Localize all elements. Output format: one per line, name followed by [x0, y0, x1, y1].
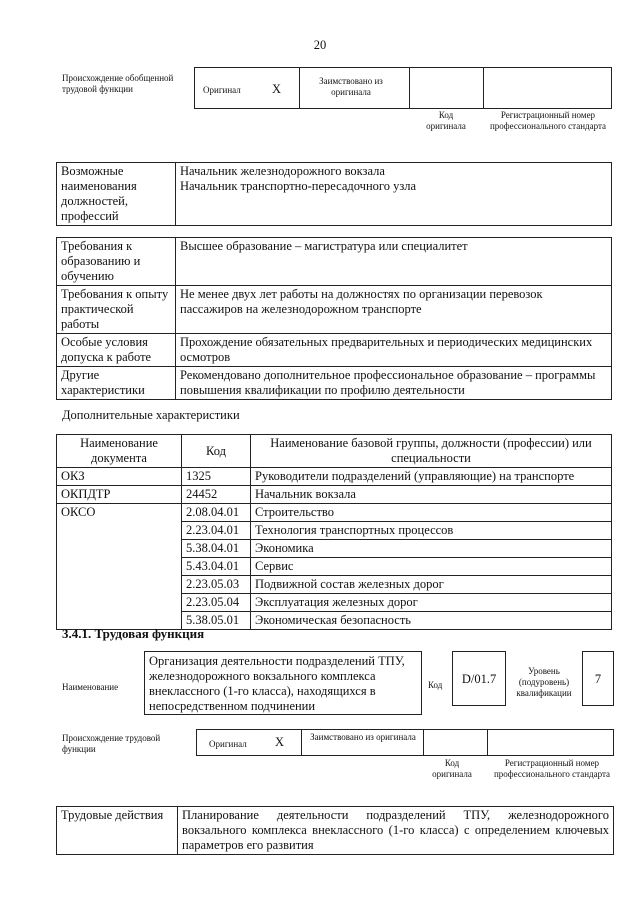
req-label: Требования к опыту практической работы: [57, 286, 176, 334]
origin-reg-caption: Регистрационный номер профессионального стандарта: [493, 758, 611, 779]
function-name-box: [144, 651, 422, 715]
function-level-label: Уровень (подуровень) квалификации: [516, 666, 572, 698]
divider: [299, 68, 300, 108]
original-mark: X: [272, 82, 282, 96]
function-name-label: Наименование: [62, 682, 119, 692]
original-label: Оригинал: [203, 85, 241, 95]
row-name: Технология транспортных процессов: [251, 522, 612, 540]
divider: [423, 730, 424, 755]
positions-values: [176, 163, 612, 226]
row-doc: ОКЗ: [57, 468, 182, 486]
origin-box: [196, 729, 614, 756]
req-label: Требования к образованию и обучению: [57, 238, 176, 286]
positions-table: [56, 162, 612, 226]
row-name: Экономическая безопасность: [251, 612, 612, 630]
row-name: Эксплуатация железных дорог: [251, 594, 612, 612]
borrowed-label: Заимствовано из оригинала: [319, 76, 383, 97]
row-doc: ОКПДТР: [57, 486, 182, 504]
row-name: Подвижной состав железных дорог: [251, 576, 612, 594]
page-number: 20: [313, 38, 327, 52]
row-code: 5.38.05.01: [182, 612, 251, 630]
borrowed-label: Заимствовано из оригинала: [310, 732, 416, 742]
requirements-table: [56, 237, 612, 400]
origin-label: Происхождение трудовой функции: [62, 733, 161, 754]
row-doc: ОКСО: [57, 504, 182, 630]
function-level-box: [582, 651, 614, 706]
function-code-value: D/01.7: [461, 672, 497, 686]
origin-box: [194, 67, 612, 109]
function-code-box: [452, 651, 506, 706]
row-code: 5.43.04.01: [182, 558, 251, 576]
req-label: Особые условия допуска к работе: [57, 334, 176, 367]
divider: [301, 730, 302, 755]
row-name: Начальник вокзала: [251, 486, 612, 504]
row-name: Руководители подразделений (управляющие) на транспорте: [251, 468, 612, 486]
header-name: Наименование базовой группы, должности (профессии) или специальности: [251, 435, 612, 468]
req-value: Высшее образование – магистратура или специалитет: [176, 238, 612, 286]
row-name: Экономика: [251, 540, 612, 558]
req-value: Прохождение обязательных предварительных и периодических медицинских осмотров: [176, 334, 612, 367]
original-mark: X: [275, 735, 285, 749]
row-code: 2.08.04.01: [182, 504, 251, 522]
function-level-value: 7: [594, 672, 602, 686]
section-heading: 3.4.1. Трудовая функция: [62, 626, 205, 641]
req-value: Не менее двух лет работы на должностях по организации перевозок пассажиров на железнодорожном транспорте: [176, 286, 612, 334]
actions-value: Планирование деятельности подразделений ТПУ, железнодорожного вокзального комплекса внеклассного (1-го класса) с определением ключевых параметров его развития: [178, 807, 614, 855]
position-item: Начальник транспортно-пересадочного узла: [180, 179, 417, 193]
positions-label: Возможные наименования должностей, профессий: [57, 163, 176, 226]
original-label: Оригинал: [209, 739, 247, 749]
divider: [487, 730, 488, 755]
additional-title: Дополнительные характеристики: [62, 408, 240, 422]
origin-reg-caption: Регистрационный номер профессионального стандарта: [489, 110, 607, 131]
row-code: 1325: [182, 468, 251, 486]
row-code: 24452: [182, 486, 251, 504]
header-code: Код: [182, 435, 251, 468]
function-code-label: Код: [428, 680, 443, 690]
header-document: Наименование документа: [57, 435, 182, 468]
row-code: 2.23.04.01: [182, 522, 251, 540]
divider: [409, 68, 410, 108]
divider: [483, 68, 484, 108]
row-code: 5.38.04.01: [182, 540, 251, 558]
origin-code-caption: Код оригинала: [426, 110, 466, 131]
row-code: 2.23.05.04: [182, 594, 251, 612]
actions-table: [56, 806, 614, 855]
row-name: Сервис: [251, 558, 612, 576]
row-name: Строительство: [251, 504, 612, 522]
req-value: Рекомендовано дополнительное профессиональное образование – программы повышения квалификации по профилю деятельности: [176, 367, 612, 400]
origin-code-caption: Код оригинала: [432, 758, 472, 779]
req-label: Другие характеристики: [57, 367, 176, 400]
origin-label: Происхождение обобщенной трудовой функции: [62, 73, 174, 94]
position-item: Начальник железнодорожного вокзала: [180, 164, 385, 178]
function-name-value: Организация деятельности подразделений ТПУ, железнодорожного вокзального комплекса внеклассного (1-го класса), находящихся в непосредственном подчинении: [149, 654, 405, 713]
additional-table: [56, 434, 612, 630]
row-code: 2.23.05.03: [182, 576, 251, 594]
actions-label: Трудовые действия: [57, 807, 178, 855]
